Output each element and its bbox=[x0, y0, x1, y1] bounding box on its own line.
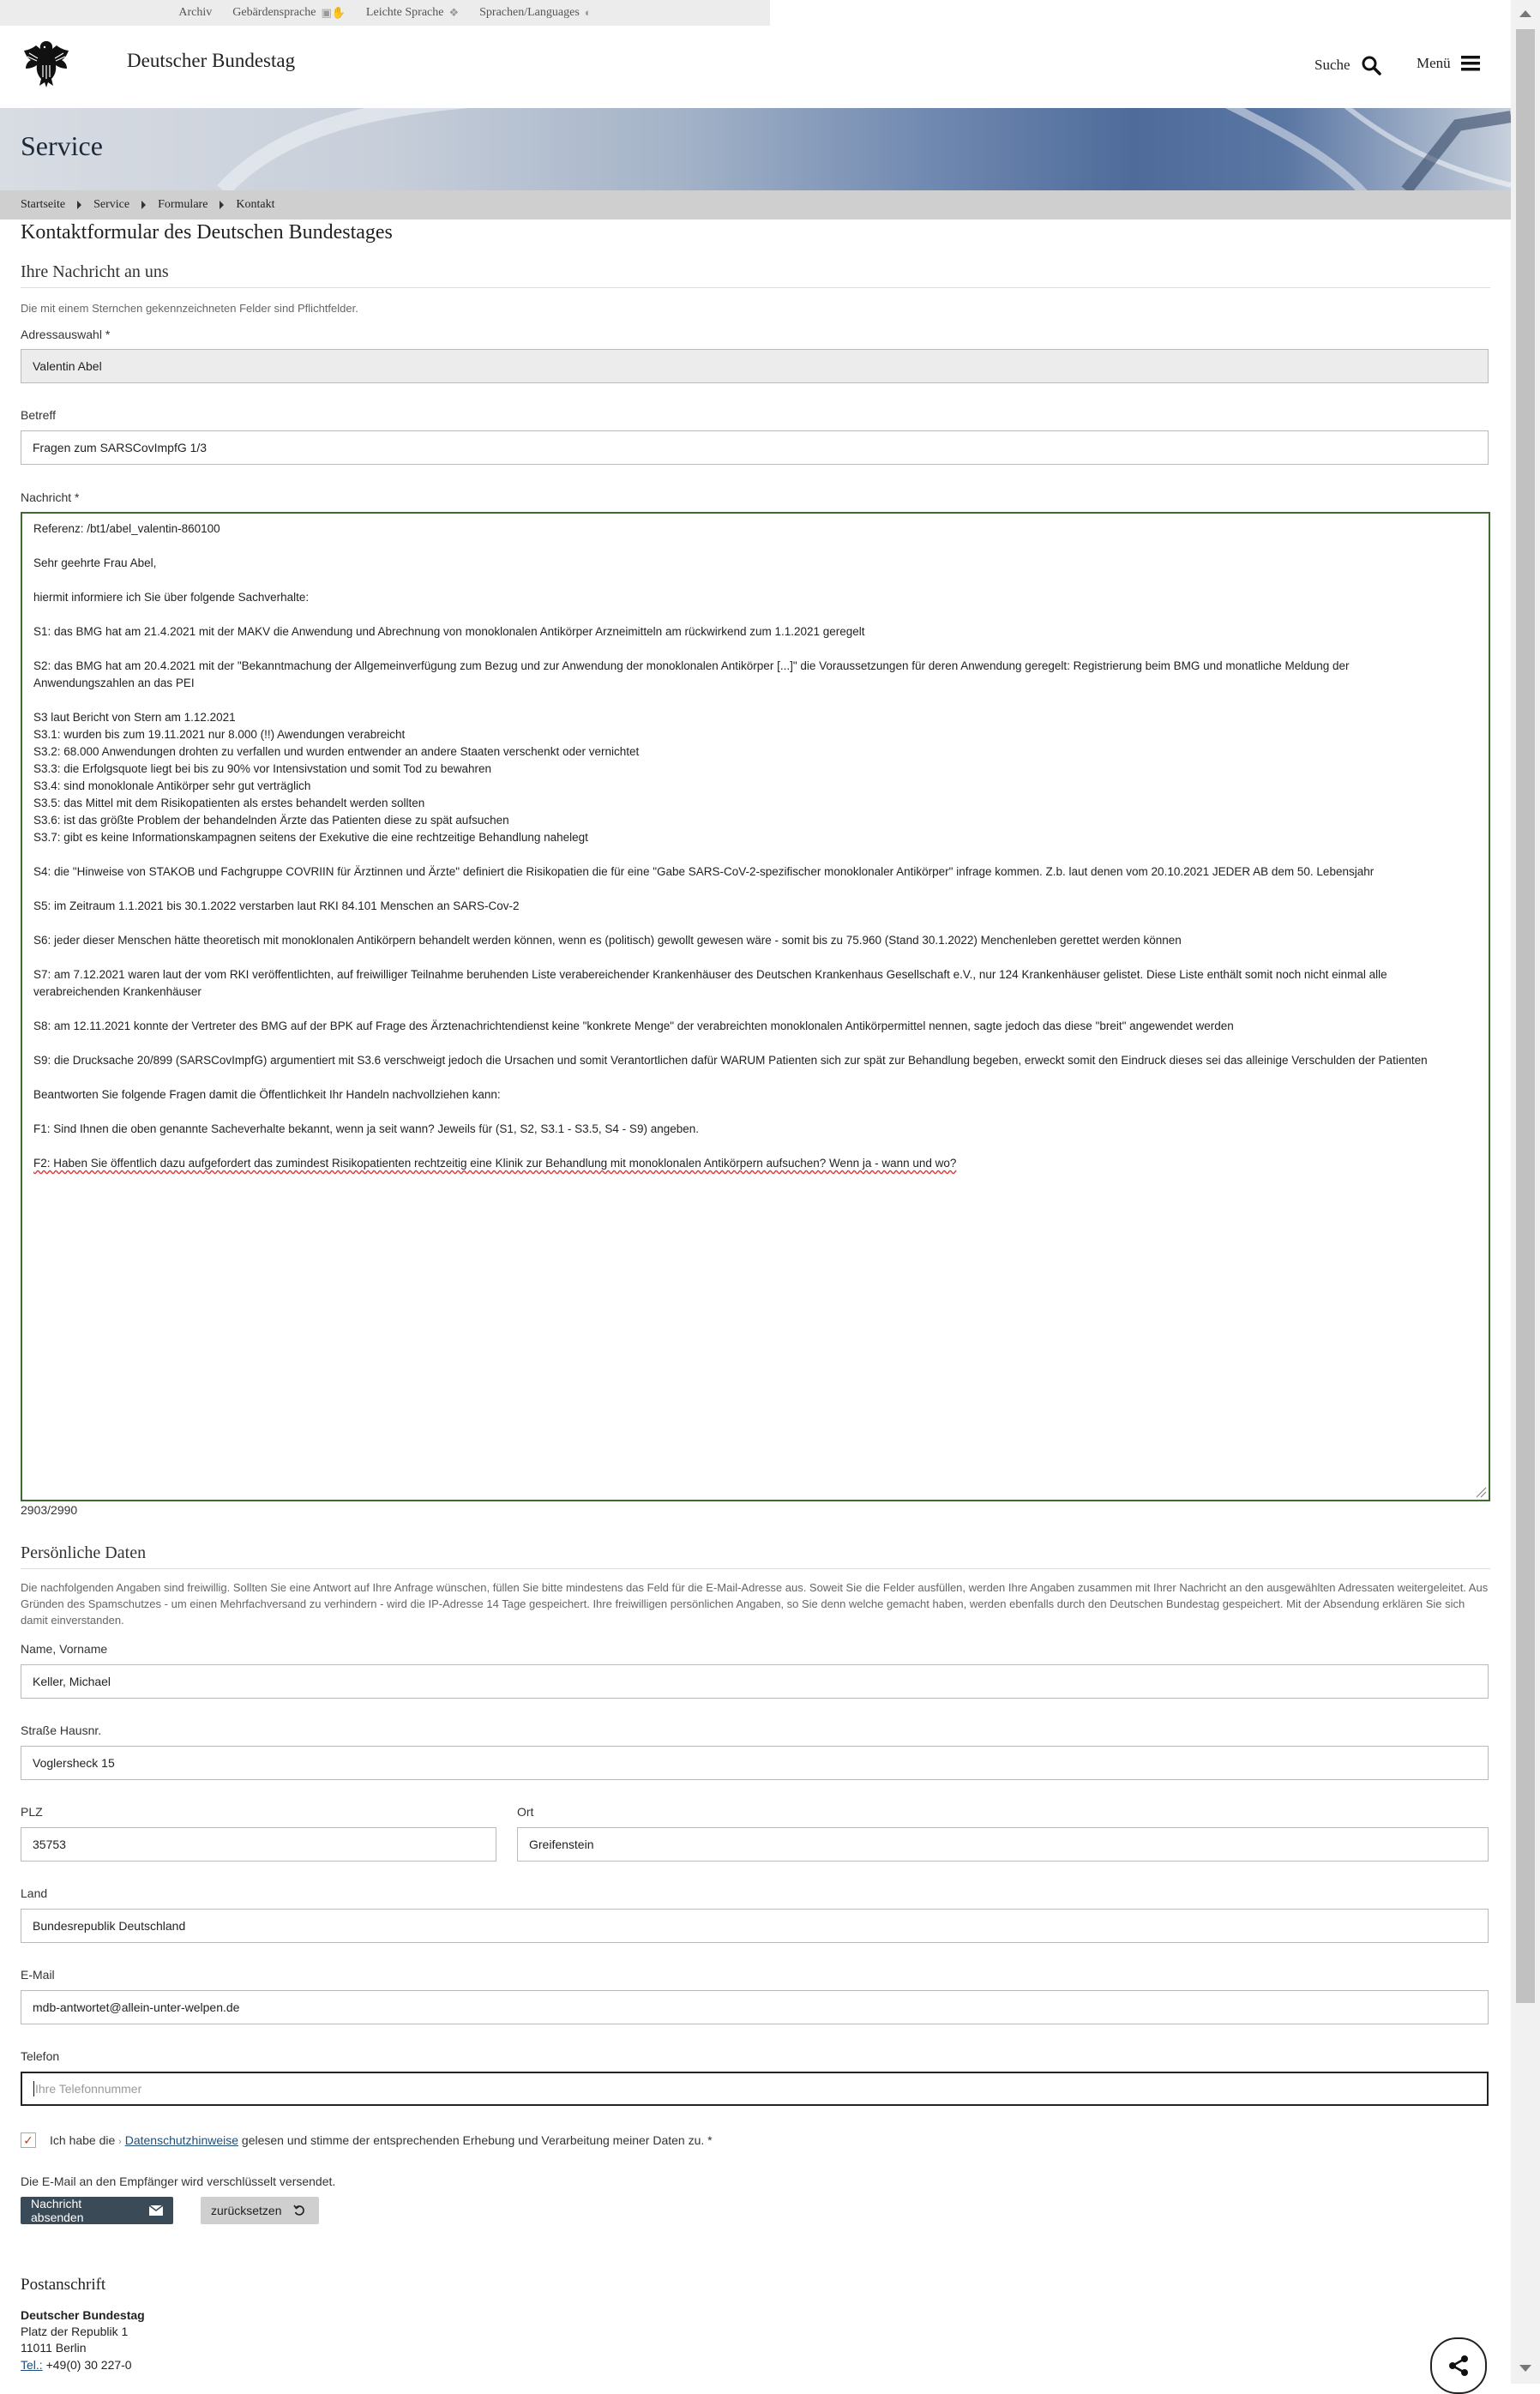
scroll-up-arrow-icon[interactable] bbox=[1519, 10, 1531, 17]
share-button[interactable] bbox=[1430, 2337, 1487, 2394]
postal-org: Deutscher Bundestag bbox=[21, 2308, 145, 2322]
message-line bbox=[33, 572, 1477, 589]
message-line: F2: Haben Sie öffentlich dazu aufgefordert das zumindest Risikopatienten rechtzeitig eine Klinik zur Behandlung mit monoklonalen Antikörpern aufsuchen? Wenn ja - wann und wo? bbox=[33, 1157, 957, 1170]
message-line bbox=[33, 606, 1477, 623]
federal-eagle-logo[interactable] bbox=[19, 36, 74, 91]
menu-label: Menü bbox=[1417, 55, 1451, 71]
message-line: S3 laut Bericht von Stern am 1.12.2021 bbox=[33, 711, 236, 724]
breadcrumb-label: Startseite bbox=[21, 198, 66, 211]
envelope-icon bbox=[149, 2205, 163, 2216]
message-line: S9: die Drucksache 20/899 (SARSCovImpfG) argumentiert mit S3.6 verschweigt jedoch die Ursachen und somit Verantortlichen dafür WARUM Patienten sich zur spät zur Behandlung begeben, erweckt somit den Eindruck dieses sei das alleinige Verschulden der Patienten bbox=[33, 1054, 1428, 1067]
message-line bbox=[33, 692, 1477, 709]
street-input[interactable] bbox=[21, 1746, 1489, 1780]
message-line bbox=[33, 1001, 1477, 1018]
section-banner bbox=[0, 108, 1511, 190]
chevron-right-icon bbox=[220, 201, 224, 209]
consent-prefix: Ich habe die bbox=[50, 2133, 119, 2147]
share-icon bbox=[1447, 2354, 1471, 2378]
required-fields-note: Die mit einem Sternchen gekennzeichneten Felder sind Pflichtfelder. bbox=[21, 302, 358, 315]
message-line: S3.5: das Mittel mit dem Risikopatienten als erstes behandelt werden sollten bbox=[33, 797, 425, 809]
message-label: Nachricht * bbox=[21, 490, 80, 504]
chevron-right-icon bbox=[77, 201, 81, 209]
site-header bbox=[0, 26, 1511, 108]
message-line bbox=[33, 538, 1477, 555]
message-line: Beantworten Sie folgende Fragen damit die Öffentlichkeit Ihr Handeln nachvollziehen kann: bbox=[33, 1088, 501, 1101]
city-value: Greifenstein bbox=[529, 1838, 594, 1851]
phone-label: Telefon bbox=[21, 2049, 60, 2063]
submit-button[interactable] bbox=[21, 2197, 173, 2224]
message-line: Referenz: /bt1/abel_valentin-860100 bbox=[33, 522, 220, 535]
submit-label: Nachricht absenden bbox=[31, 2197, 84, 2224]
email-input[interactable] bbox=[21, 1990, 1489, 2024]
utility-link-sign-language[interactable] bbox=[232, 6, 346, 20]
encryption-note: Die E-Mail an den Empfänger wird verschlüsselt versendet. bbox=[21, 2174, 336, 2188]
phone-number: +49(0) 30 227-0 bbox=[42, 2358, 132, 2372]
reset-button[interactable] bbox=[201, 2197, 319, 2224]
privacy-link[interactable]: Datenschutzhinweise bbox=[124, 2133, 239, 2147]
address-select[interactable] bbox=[21, 349, 1489, 383]
country-value: Bundesrepublik Deutschland bbox=[33, 1919, 186, 1933]
globe-icon: ◐ bbox=[584, 6, 592, 19]
message-line: S8: am 12.11.2021 konnte der Vertreter des BMG auf der BPK auf Frage des Ärztenachrichtendienst keine "konkrete Menge" der verabreichten monoklonalen Antikörpermittel nennen, sagte jedoch das diese "breit" angewendet werden bbox=[33, 1020, 1234, 1032]
personal-section-heading: Persönliche Daten bbox=[21, 1543, 1490, 1569]
breadcrumb-label: Kontakt bbox=[236, 198, 275, 211]
message-line: S7: am 7.12.2021 waren laut der vom RKI veröffentlichten, auf freiwilliger Teilnahme beruhenden Liste verabereichender Krankenhäuser des Deutschen Krankenhaus Gesellschaft e.V., nur 124 Krankenhäuser gelistet. Diese Liste enthält somit noch nicht einmal alle bbox=[33, 968, 1387, 981]
utility-link-languages[interactable] bbox=[479, 6, 591, 20]
message-line bbox=[33, 1035, 1477, 1052]
subject-input[interactable] bbox=[21, 430, 1489, 465]
message-line: S2: das BMG hat am 20.4.2021 mit der "Bekanntmachung der Allgemeinverfügung zum Bezug und zur Anwendung der monoklonalen Antikörper [...]" die Voraussetzungen für deren Anwendung geregelt: Registrierung beim BMG und monatliche Meldung der bbox=[33, 659, 1350, 672]
character-counter: 2903/2990 bbox=[21, 1503, 78, 1517]
search-button[interactable] bbox=[1314, 55, 1381, 75]
email-value: mdb-antwortet@allein-unter-welpen.de bbox=[33, 2000, 240, 2014]
message-line: S3.1: wurden bis zum 19.11.2021 nur 8.000 (!!) Awendungen verabreicht bbox=[33, 728, 406, 741]
address-label: Adressauswahl * bbox=[21, 328, 111, 341]
postal-city: 11011 Berlin bbox=[21, 2341, 87, 2355]
phone-link[interactable]: Tel.: bbox=[21, 2358, 43, 2372]
message-content bbox=[33, 520, 1477, 1172]
easy-language-icon: ❖ bbox=[448, 6, 460, 19]
message-line: hiermit informiere ich Sie über folgende Sachverhalte: bbox=[33, 591, 310, 604]
utility-link-label: Leichte Sprache bbox=[365, 6, 444, 19]
page-scrollbar[interactable] bbox=[1511, 0, 1540, 2384]
name-value: Keller, Michael bbox=[33, 1675, 111, 1688]
utility-link-archiv[interactable] bbox=[178, 6, 212, 20]
breadcrumb-label: Formulare bbox=[158, 198, 208, 211]
menu-button[interactable] bbox=[1417, 55, 1480, 72]
resize-handle-icon[interactable] bbox=[1475, 1486, 1487, 1498]
message-section-heading: Ihre Nachricht an uns bbox=[21, 262, 1490, 288]
message-textarea[interactable] bbox=[21, 512, 1490, 1501]
message-line: S6: jeder dieser Menschen hätte theoretisch mit monoklonalen Antikörpern behandelt werden können, wenn es (politisch) gewollt gewesen wäre - somit bis zu 75.960 (Stand 30.1.2022) Menchenleben gerettet werden können bbox=[33, 934, 1182, 947]
utility-bar bbox=[0, 0, 770, 26]
page-title: Kontaktformular des Deutschen Bundestages bbox=[21, 221, 393, 244]
external-link-icon: › bbox=[118, 2137, 122, 2147]
breadcrumb-item[interactable] bbox=[158, 198, 236, 212]
postal-phone bbox=[21, 2358, 132, 2372]
message-line: S4: die "Hinweise von STAKOB und Fachgruppe COVRIIN für Ärztinnen und Ärzte" definiert die Risikopatien die für eine "Gabe SARS-CoV-2-spezifischer monoklonaler Antikörper" infrage kommen. Z.b. laut denen vom 20.10.2021 JEDER AB dem 50. Lebensjahr bbox=[33, 865, 1375, 878]
banner-architecture-image bbox=[0, 108, 1511, 190]
message-line bbox=[33, 915, 1477, 932]
utility-link-label: Gebärdensprache bbox=[232, 6, 316, 19]
subject-label: Betreff bbox=[21, 408, 56, 422]
breadcrumb-item-current bbox=[236, 198, 274, 212]
message-line bbox=[33, 1138, 1477, 1155]
chevron-right-icon bbox=[141, 201, 146, 209]
consent-checkbox[interactable] bbox=[21, 2132, 36, 2148]
breadcrumb bbox=[0, 190, 1511, 220]
message-line bbox=[33, 949, 1477, 966]
country-label: Land bbox=[21, 1886, 48, 1900]
message-line: S3.7: gibt es keine Informationskampagnen seitens der Exekutive die eine rechtzeitige Behandlung nahelegt bbox=[33, 831, 588, 844]
plz-value: 35753 bbox=[33, 1838, 66, 1851]
message-line bbox=[33, 881, 1477, 898]
consent-suffix: gelesen und stimme der entsprechenden Erhebung und Verarbeitung meiner Daten zu. * bbox=[238, 2133, 713, 2147]
search-label: Suche bbox=[1314, 57, 1351, 73]
message-line: F1: Sind Ihnen die oben genannte Sacheverhalte bekannt, wenn ja seit wann? Jeweils für (S1, S2, S3.1 - S3.5, S4 - S9) angeben. bbox=[33, 1122, 699, 1135]
scroll-down-arrow-icon[interactable] bbox=[1519, 2365, 1531, 2372]
site-brand[interactable]: Deutscher Bundestag bbox=[127, 50, 296, 71]
utility-link-label: Archiv bbox=[178, 6, 213, 19]
message-line: S3.3: die Erfolgsquote liegt bei bis zu 90% vor Intensivstation und somit Tod zu bewahren bbox=[33, 762, 492, 775]
message-line bbox=[33, 1069, 1477, 1086]
scrollbar-thumb[interactable] bbox=[1516, 29, 1535, 2003]
message-line bbox=[33, 641, 1477, 658]
breadcrumb-item[interactable] bbox=[93, 198, 158, 212]
banner-title: Service bbox=[21, 130, 103, 161]
breadcrumb-item[interactable] bbox=[21, 198, 93, 212]
subject-value: Fragen zum SARSCovImpfG 1/3 bbox=[33, 441, 208, 454]
phone-placeholder: Ihre Telefonnummer bbox=[35, 2082, 142, 2096]
street-value: Voglersheck 15 bbox=[33, 1756, 115, 1770]
text-cursor bbox=[33, 2081, 34, 2096]
message-line: S3.2: 68.000 Anwendungen drohten zu verfallen und wurden entwender an andere Staaten verschenkt oder vernichtet bbox=[33, 745, 640, 758]
message-line bbox=[33, 846, 1477, 863]
reset-label: zurücksetzen bbox=[211, 2204, 282, 2217]
utility-link-easy-language[interactable] bbox=[366, 6, 459, 20]
personal-info-text: Die nachfolgenden Angaben sind freiwillig. Sollten Sie eine Antwort auf Ihre Anfrage wünschen, füllen Sie bitte mindestens das Feld für die E-Mail-Adresse aus. Soweit Sie die Felder ausfüllen, werden Ihre Angaben zusammen mit Ihrer Nachricht an den ausgewählten Adressaten weitergeleitet. Aus Gründen des Spamschutzes - um einen Mehrfachversand zu verhindern - wird die IP-Adresse 14 Tage gespeichert. Ihre freiwilligen persönlichen Angaben, so Sie denn welche gemacht haben, werden ebenfalls durch den Deutschen Bundestag gespeichert. Mit der Absendung erklären Sie sich damit einverstanden. bbox=[21, 1581, 1489, 1627]
message-line: S3.6: ist das größte Problem der behandelnden Ärzte das Patienten diese zu spät aufsuchen bbox=[33, 814, 509, 827]
street-label: Straße Hausnr. bbox=[21, 1723, 102, 1737]
message-line: S1: das BMG hat am 21.4.2021 mit der MAKV die Anwendung und Abrechnung von monoklonalen Antikörper Arzneimitteln am rückwirkend zum 1.1.2021 geregelt bbox=[33, 625, 865, 638]
plz-label: PLZ bbox=[21, 1805, 43, 1819]
country-input[interactable] bbox=[21, 1909, 1489, 1943]
postal-street: Platz der Republik 1 bbox=[21, 2325, 129, 2338]
phone-input[interactable] bbox=[21, 2072, 1489, 2106]
message-line: Sehr geehrte Frau Abel, bbox=[33, 556, 157, 569]
message-line bbox=[33, 1104, 1477, 1121]
hamburger-icon bbox=[1461, 55, 1480, 72]
checkmark-icon: ✓ bbox=[23, 2132, 33, 2147]
reset-icon bbox=[293, 2205, 305, 2217]
breadcrumb-label: Service bbox=[93, 198, 130, 211]
consent-text bbox=[50, 2133, 713, 2147]
name-input[interactable] bbox=[21, 1664, 1489, 1699]
city-label: Ort bbox=[517, 1805, 534, 1819]
postal-heading: Postanschrift bbox=[21, 2276, 106, 2294]
sign-language-icon: ▣✋ bbox=[321, 6, 346, 19]
message-line: Anwendungszahlen an das PEI bbox=[33, 677, 195, 689]
email-label: E-Mail bbox=[21, 1968, 55, 1982]
message-line: verabreichenden Krankenhäuser bbox=[33, 985, 202, 998]
search-icon bbox=[1361, 55, 1381, 75]
name-label: Name, Vorname bbox=[21, 1642, 108, 1656]
city-input[interactable] bbox=[517, 1827, 1489, 1862]
utility-link-label: Sprachen/Languages bbox=[479, 6, 580, 19]
message-line: S5: im Zeitraum 1.1.2021 bis 30.1.2022 verstarben laut RKI 84.101 Menschen an SARS-Cov-2 bbox=[33, 899, 520, 912]
address-value: Valentin Abel bbox=[33, 359, 102, 373]
message-line: S3.4: sind monoklonale Antikörper sehr gut verträglich bbox=[33, 779, 311, 792]
plz-input[interactable] bbox=[21, 1827, 496, 1862]
